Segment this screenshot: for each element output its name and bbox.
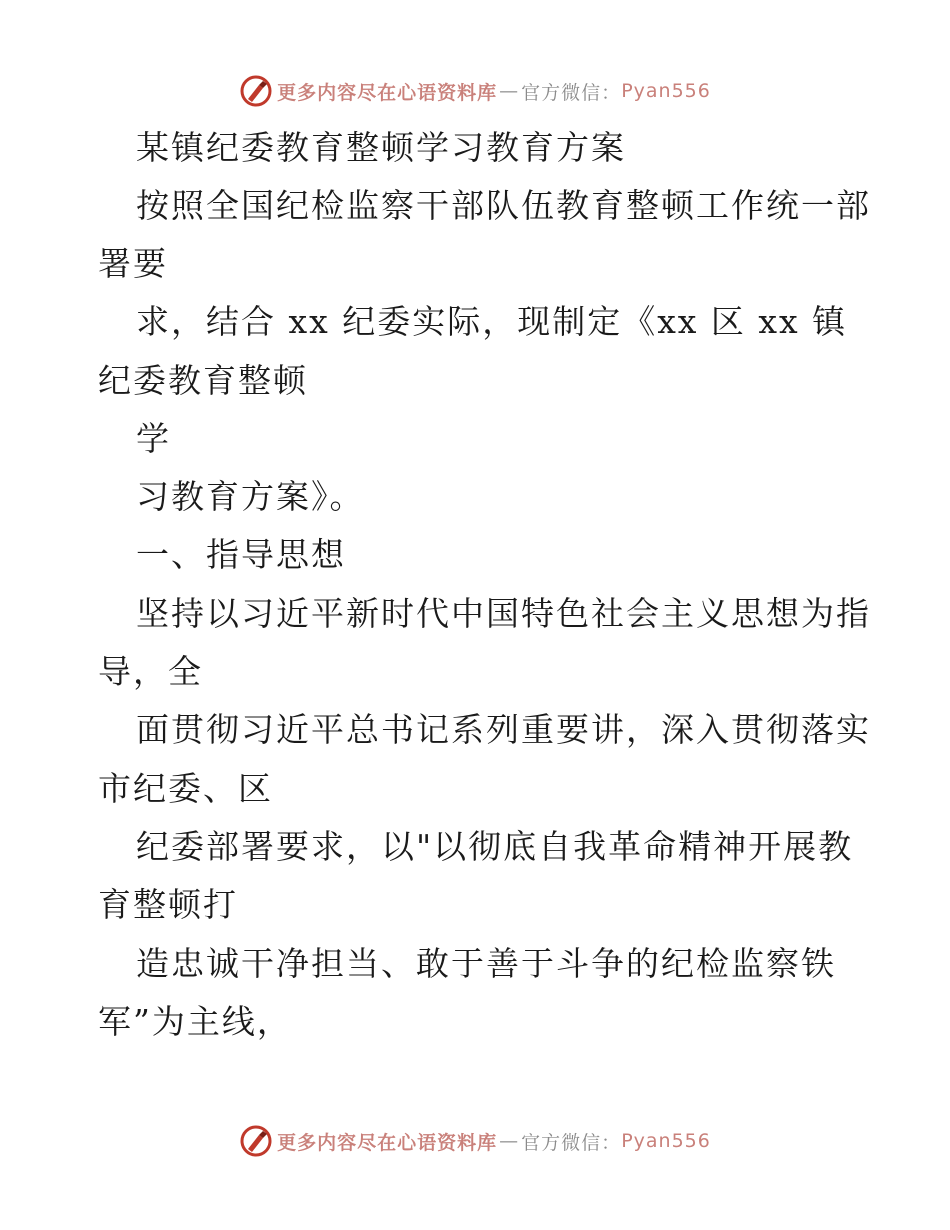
paragraph-line: 求，结合 xx 纪委实际，现制定《xx 区 xx 镇 xyxy=(136,302,848,341)
watermark-brand: 更多内容尽在心语资料库 xyxy=(277,81,498,104)
paragraph-line: 军”为主线， xyxy=(98,1002,292,1041)
watermark-official-label: 官方微信： xyxy=(521,1131,622,1154)
watermark-official-label: 官方微信： xyxy=(521,81,622,104)
paragraph-line: 纪委部署要求，以"以彻底自我革命精神开展教 xyxy=(136,827,854,866)
document-title: 某镇纪委教育整顿学习教育方案 xyxy=(136,128,626,167)
paragraph-line: 习教育方案》。 xyxy=(136,477,365,516)
watermark-dash: — xyxy=(499,1130,520,1152)
paragraph-line: 坚持以习近平新时代中国特色社会主义思想为指 xyxy=(136,594,871,633)
paragraph-line: 育整顿打 xyxy=(98,885,238,924)
watermark-brand: 更多内容尽在心语资料库 xyxy=(277,1131,498,1154)
paragraph-line: 按照全国纪检监察干部队伍教育整顿工作统一部 xyxy=(136,186,871,225)
paragraph-line: 署要 xyxy=(98,244,168,283)
watermark-wechat-id: Pyan556 xyxy=(621,1130,711,1152)
paragraph-line: 学 xyxy=(136,419,171,458)
pen-logo-icon xyxy=(239,1124,273,1158)
paragraph-line: 造忠诚干净担当、敢于善于斗争的纪检监察铁 xyxy=(136,944,836,983)
watermark-footer xyxy=(0,1124,950,1158)
watermark-wechat-id: Pyan556 xyxy=(621,80,711,102)
paragraph-line: 纪委教育整顿 xyxy=(98,361,308,400)
section-heading: 一、指导思想 xyxy=(136,535,346,574)
paragraph-line: 面贯彻习近平总书记系列重要讲，深入贯彻落实 xyxy=(136,710,871,749)
paragraph-line: 市纪委、区 xyxy=(98,769,273,808)
paragraph-line: 导，全 xyxy=(98,652,203,691)
watermark-dash: — xyxy=(499,80,520,102)
